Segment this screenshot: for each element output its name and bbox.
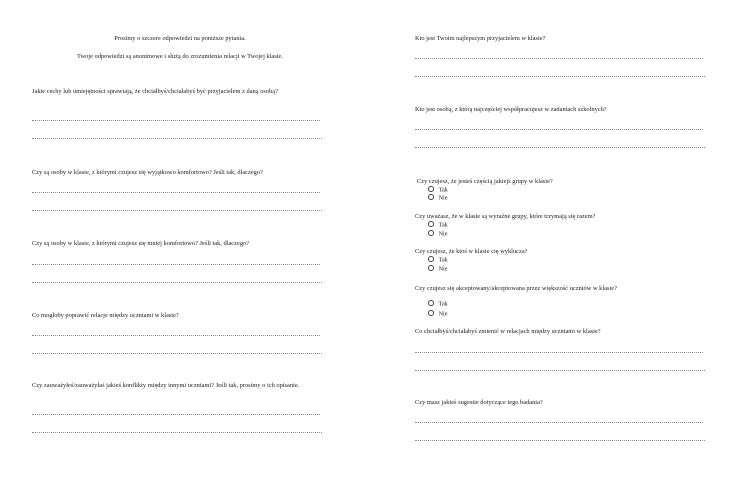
answer-line[interactable] (32, 282, 322, 283)
answer-line[interactable] (415, 147, 705, 148)
answer-line[interactable] (32, 432, 322, 433)
answer-line[interactable] (415, 58, 703, 59)
question-acceptance: Czy czujesz się akceptowany/akceptowana przez większość uczniów w klasie? (415, 285, 617, 292)
radio-circle-icon[interactable] (428, 186, 434, 192)
option-no[interactable] (428, 310, 448, 319)
survey-header-line2: Twoje odpowiedzi są anonimowe i służą do zrozumienia relacji w Twojej klasie. (77, 53, 283, 60)
radio-circle-icon[interactable] (428, 265, 434, 271)
option-no[interactable] (428, 265, 448, 274)
question-conflicts: Czy zauważyłeś/zauważyłaś jakieś konflikty między innymi uczniami? Jeśli tak, prosimy o ich opisanie. (32, 382, 300, 389)
answer-line[interactable] (415, 129, 703, 130)
answer-line[interactable] (415, 370, 705, 371)
radio-circle-icon[interactable] (428, 230, 434, 236)
question-best-friend: Kto jest Twoim najlepszym przyjacielem w klasie? (415, 35, 546, 42)
option-label: Tak (438, 256, 448, 264)
question-suggestions: Czy masz jakieś sugestie dotyczące tego badania? (415, 399, 543, 406)
answer-line[interactable] (32, 335, 320, 336)
option-label: Nie (438, 230, 448, 238)
answer-line[interactable] (32, 353, 322, 354)
option-label: Tak (438, 221, 448, 229)
question-collaboration: Kto jest osobą, z którą najczęściej współpracujesz w zadaniach szkolnych? (415, 106, 607, 113)
option-label: Nie (438, 194, 448, 202)
option-no[interactable] (428, 230, 448, 239)
survey-page-right (372, 0, 750, 481)
option-label: Tak (438, 186, 448, 194)
question-visible-groups: Czy uważasz, że w klasie są wyraźne grupy, które trzymają się razem? (415, 213, 596, 220)
survey-page-left (0, 0, 360, 481)
option-label: Nie (438, 265, 448, 273)
question-traits: Jakie cechy lub umiejętności sprawiają, że chciałbyś/chciałabyś być przyjacielem z daną osobą? (32, 88, 278, 95)
answer-line[interactable] (32, 138, 322, 139)
answer-line[interactable] (32, 414, 320, 415)
answer-line[interactable] (32, 192, 320, 193)
option-yes[interactable] (428, 300, 448, 309)
survey-header-line1: Prosimy o szczere odpowiedzi na poniższe pytania. (114, 35, 246, 42)
answer-line[interactable] (415, 352, 703, 353)
radio-circle-icon[interactable] (428, 256, 434, 262)
answer-line[interactable] (32, 120, 320, 121)
answer-line[interactable] (415, 76, 705, 77)
radio-circle-icon[interactable] (428, 310, 434, 316)
option-label: Tak (438, 300, 448, 308)
option-yes[interactable] (428, 221, 448, 230)
option-no[interactable] (428, 194, 448, 203)
question-change-relations: Co chciałbyś/chciałabyś zmienić w relacjach między uczniami w klasie? (415, 328, 601, 335)
answer-line[interactable] (32, 264, 320, 265)
option-label: Nie (438, 310, 448, 318)
question-group-membership: Czy czujesz, że jesteś częścią jakiejś grupy w klasie? (417, 178, 553, 185)
question-improve-relations: Co mogłoby poprawić relacje między uczniami w klasie? (32, 312, 179, 319)
question-comfortable: Czy są osoby w klasie, z którymi czujesz się wyjątkowo komfortowo? Jeśli tak, dlaczego? (32, 169, 263, 176)
option-yes[interactable] (428, 256, 448, 265)
radio-circle-icon[interactable] (428, 300, 434, 306)
answer-line[interactable] (415, 440, 705, 441)
radio-circle-icon[interactable] (428, 221, 434, 227)
question-exclusion: Czy czujesz, że ktoś w klasie cię wyklucza? (415, 248, 528, 255)
radio-circle-icon[interactable] (428, 194, 434, 200)
question-less-comfortable: Czy są osoby w klasie, z którymi czujesz się mniej komfortowo? Jeśli tak, dlaczego? (32, 240, 250, 247)
answer-line[interactable] (32, 210, 322, 211)
answer-line[interactable] (415, 422, 703, 423)
